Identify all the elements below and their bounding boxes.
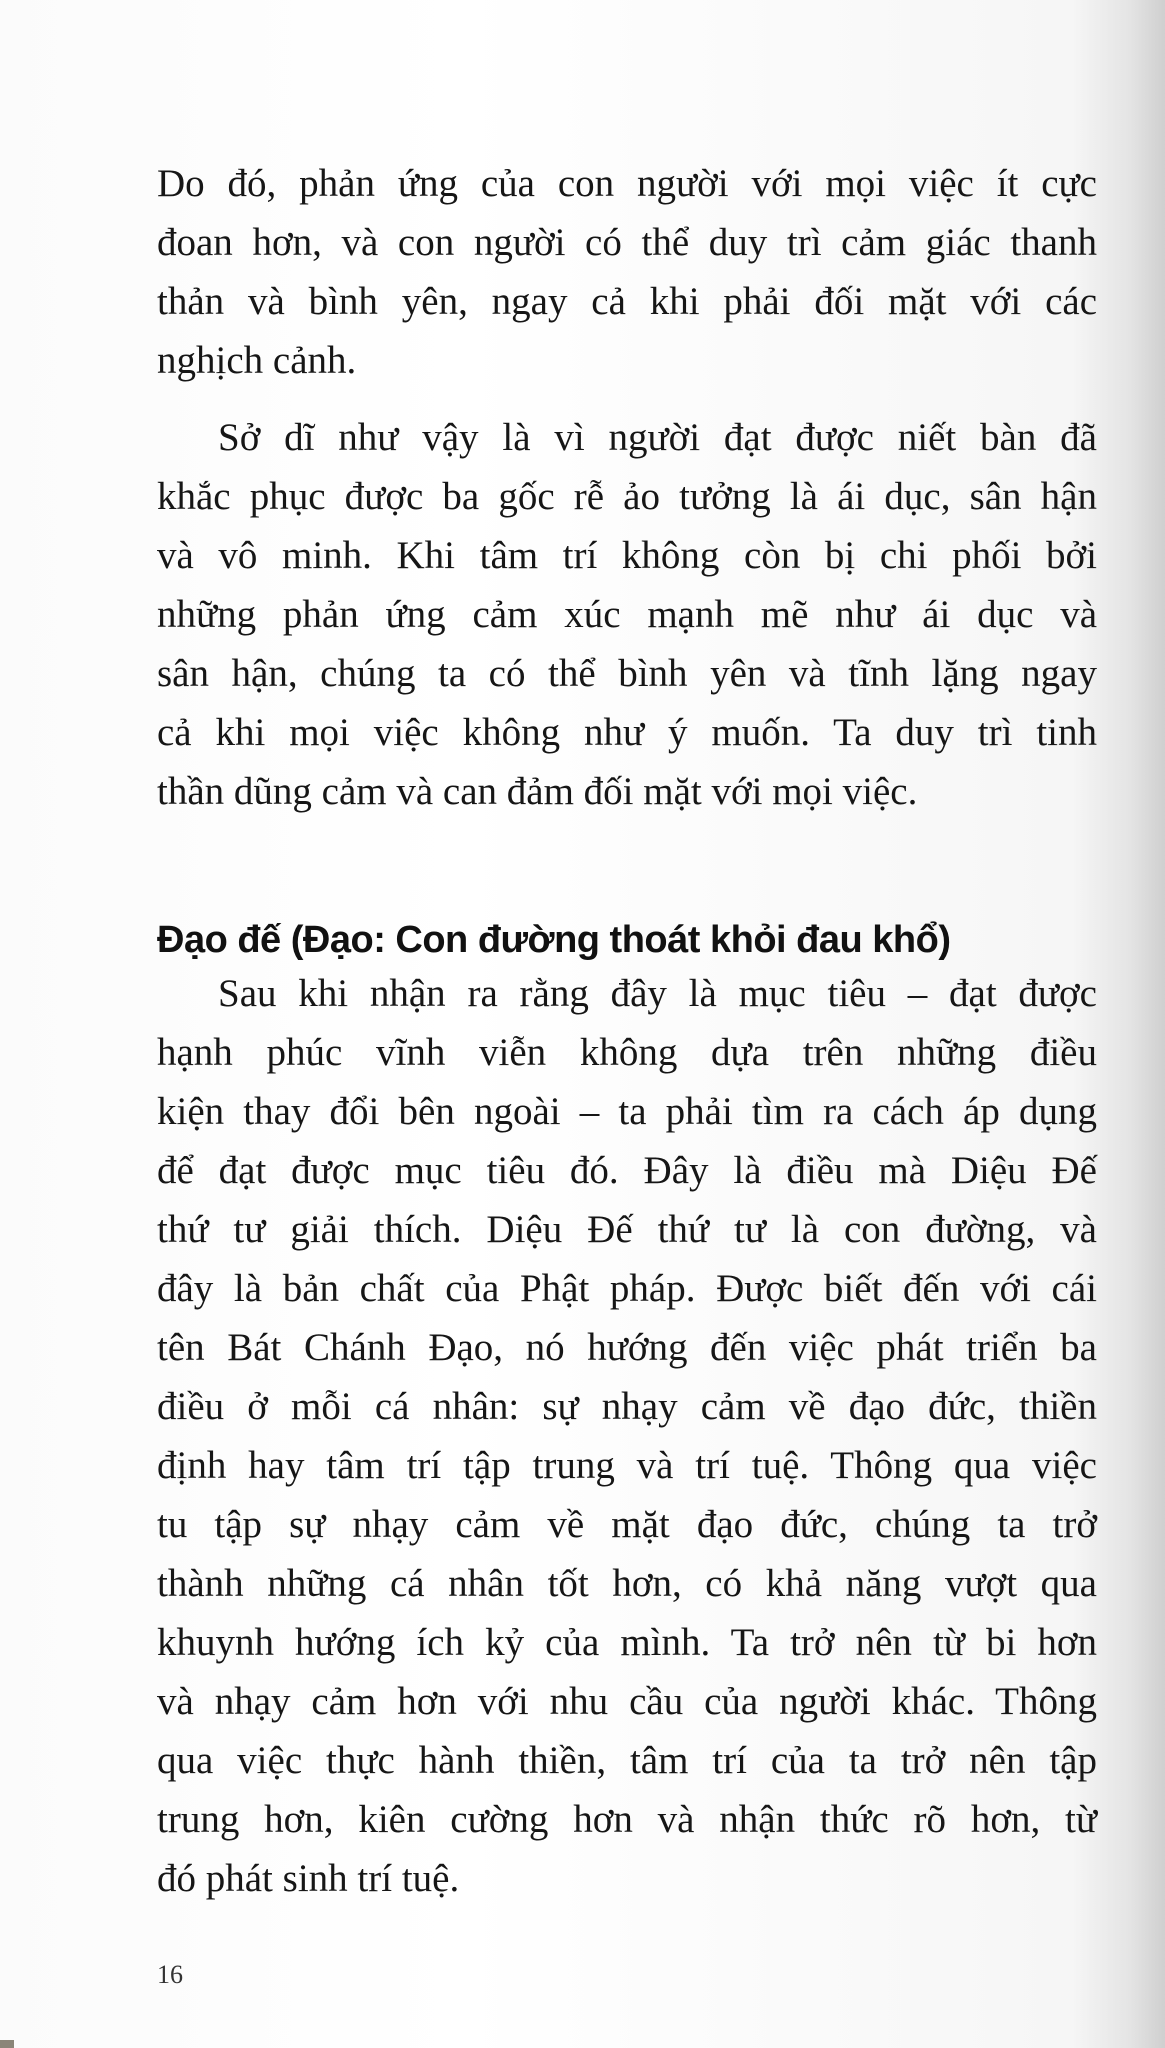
text-line: hạnh phúc vĩnh viễn không dựa trên những điều bbox=[157, 1031, 1097, 1074]
text-line: thành những cá nhân tốt hơn, có khả năng vượt qua bbox=[157, 1562, 1097, 1605]
text-line: đoan hơn, và con người có thể duy trì cảm giác thanh bbox=[157, 221, 1097, 264]
text-line: cả khi mọi việc không như ý muốn. Ta duy trì tinh bbox=[157, 711, 1097, 754]
text-line: thản và bình yên, ngay cả khi phải đối mặt với các bbox=[157, 280, 1097, 323]
text-line: sân hận, chúng ta có thể bình yên và tĩnh lặng ngay bbox=[157, 652, 1097, 695]
text-line: Sở dĩ như vậy là vì người đạt được niết bàn đã bbox=[218, 416, 1097, 459]
text-line: qua việc thực hành thiền, tâm trí của ta trở nên tập bbox=[157, 1739, 1097, 1782]
text-line: và vô minh. Khi tâm trí không còn bị chi phối bởi bbox=[157, 534, 1097, 577]
text-line: đây là bản chất của Phật pháp. Được biết đến với cái bbox=[157, 1267, 1097, 1310]
text-line: kiện thay đổi bên ngoài – ta phải tìm ra cách áp dụng bbox=[157, 1090, 1097, 1133]
text-line: đó phát sinh trí tuệ. bbox=[157, 1857, 460, 1900]
text-line: Sau khi nhận ra rằng đây là mục tiêu – đạt được bbox=[218, 972, 1097, 1015]
text-line: tu tập sự nhạy cảm về mặt đạo đức, chúng ta trở bbox=[157, 1503, 1097, 1546]
text-line: thần dũng cảm và can đảm đối mặt với mọi việc. bbox=[157, 770, 918, 813]
text-line: điều ở mỗi cá nhân: sự nhạy cảm về đạo đức, thiền bbox=[157, 1385, 1097, 1428]
text-line: định hay tâm trí tập trung và trí tuệ. Thông qua việc bbox=[157, 1444, 1097, 1487]
text-line: tên Bát Chánh Đạo, nó hướng đến việc phát triển ba bbox=[157, 1326, 1097, 1369]
page-edge-shadow bbox=[0, 2040, 14, 2048]
text-line: thứ tư giải thích. Diệu Đế thứ tư là con đường, và bbox=[157, 1208, 1097, 1251]
text-line: để đạt được mục tiêu đó. Đây là điều mà Diệu Đế bbox=[157, 1149, 1097, 1192]
text-line: Do đó, phản ứng của con người với mọi việc ít cực bbox=[157, 162, 1097, 205]
text-line: trung hơn, kiên cường hơn và nhận thức rõ hơn, từ bbox=[157, 1798, 1097, 1841]
text-line: khuynh hướng ích kỷ của mình. Ta trở nên từ bi hơn bbox=[157, 1621, 1097, 1664]
section-heading: Đạo đế (Đạo: Con đường thoát khỏi đau khổ) bbox=[157, 919, 951, 961]
page-number: 16 bbox=[157, 1960, 183, 1989]
text-line: nghịch cảnh. bbox=[157, 339, 357, 382]
text-line: khắc phục được ba gốc rễ ảo tưởng là ái dục, sân hận bbox=[157, 475, 1097, 518]
text-line: và nhạy cảm hơn với nhu cầu của người khác. Thông bbox=[157, 1680, 1097, 1723]
text-line: những phản ứng cảm xúc mạnh mẽ như ái dục và bbox=[157, 593, 1097, 636]
